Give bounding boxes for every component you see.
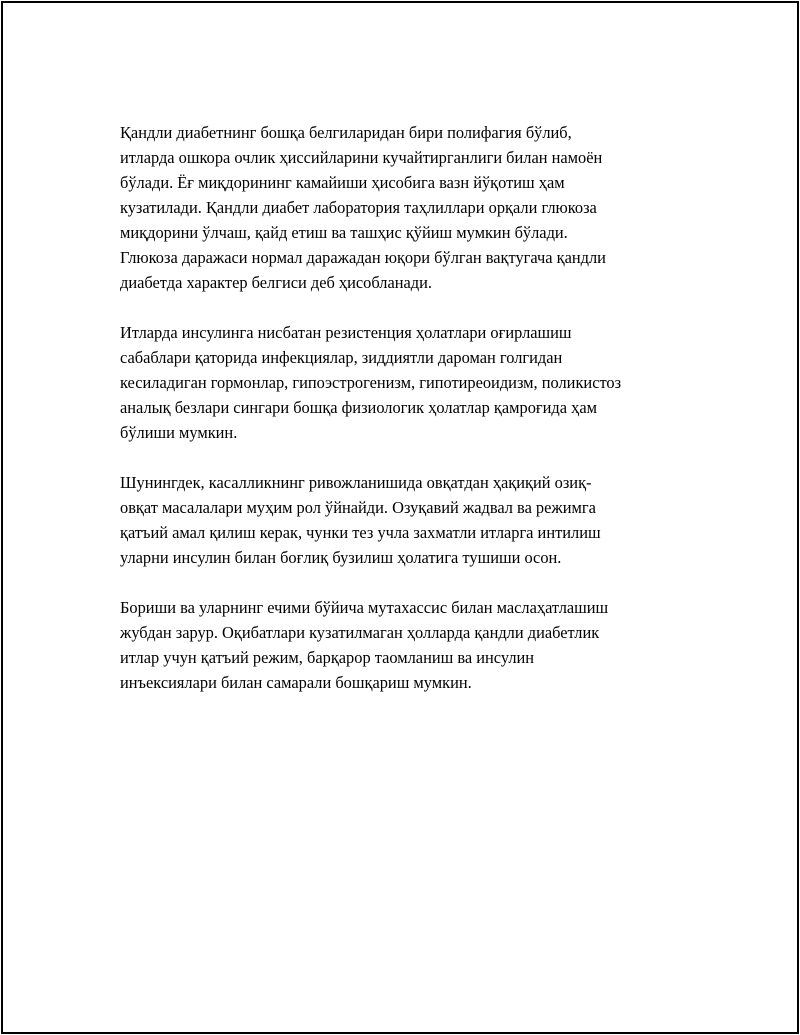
text-line: бўлади. Ёғ миқдорининг камайиши ҳисобига вазн йўқотиш ҳам bbox=[120, 173, 565, 192]
text-line: диабетда характер белгиси деб ҳисобланади. bbox=[120, 273, 432, 292]
text-line: кузатилади. Қандли диабет лаборатория таҳлиллари орқали глюкоза bbox=[120, 198, 597, 217]
text-line: Шунингдек, касалликнинг ривожланишида овқатдан ҳақиқий озиқ- bbox=[120, 473, 592, 492]
document-body bbox=[120, 120, 680, 720]
text-line: Бориши ва уларнинг ечими бўйича мутахассис билан маслаҳатлашиш bbox=[120, 598, 609, 617]
text-line: уларни инсулин билан боғлиқ бузилиш ҳолатига тушиши осон. bbox=[120, 548, 562, 567]
text-line: итлар учун қатъий режим, барқарор таомланиш ва инсулин bbox=[120, 648, 535, 667]
text-line: миқдорини ўлчаш, қайд етиш ва ташҳис қўйиш мумкин бўлади. bbox=[120, 223, 568, 242]
text-line: овқат масалалари муҳим рол ўйнайди. Озуқавий жадвал ва режимга bbox=[120, 498, 596, 517]
text-line: Итларда инсулинга нисбатан резистенция ҳолатлари оғирлашиш bbox=[120, 323, 572, 342]
text-line: Қандли диабетнинг бошқа белгиларидан бири полифагия бўлиб, bbox=[120, 123, 572, 142]
text-line: кесиладиган гормонлар, гипоэстрогенизм, гипотиреоидизм, поликистоз bbox=[120, 373, 622, 392]
paragraph-2 bbox=[120, 320, 680, 445]
paragraph-1 bbox=[120, 120, 680, 295]
text-line: инъексиялари билан самарали бошқариш мумкин. bbox=[120, 673, 472, 692]
paragraph-3 bbox=[120, 470, 680, 570]
text-line: сабаблари қаторида инфекциялар, зиддиятли дароман голгидан bbox=[120, 348, 563, 367]
paragraph-4 bbox=[120, 595, 680, 695]
text-line: қатъий амал қилиш керак, чунки тез учла захматли итларга интилиш bbox=[120, 523, 601, 542]
text-line: аналық безлари сингари бошқа физиологик ҳолатлар қамроғида ҳам bbox=[120, 398, 597, 417]
page-frame bbox=[1, 1, 799, 1034]
text-line: Глюкоза даражаси нормал даражадан юқори бўлган вақтугача қандли bbox=[120, 248, 606, 267]
text-line: бўлиши мумкин. bbox=[120, 423, 238, 442]
text-line: итларда ошкора очлик ҳиссийларини кучайтирганлиги билан намоён bbox=[120, 148, 603, 167]
text-line: жубдан зарур. Оқибатлари кузатилмаган ҳолларда қандли диабетлик bbox=[120, 623, 600, 642]
